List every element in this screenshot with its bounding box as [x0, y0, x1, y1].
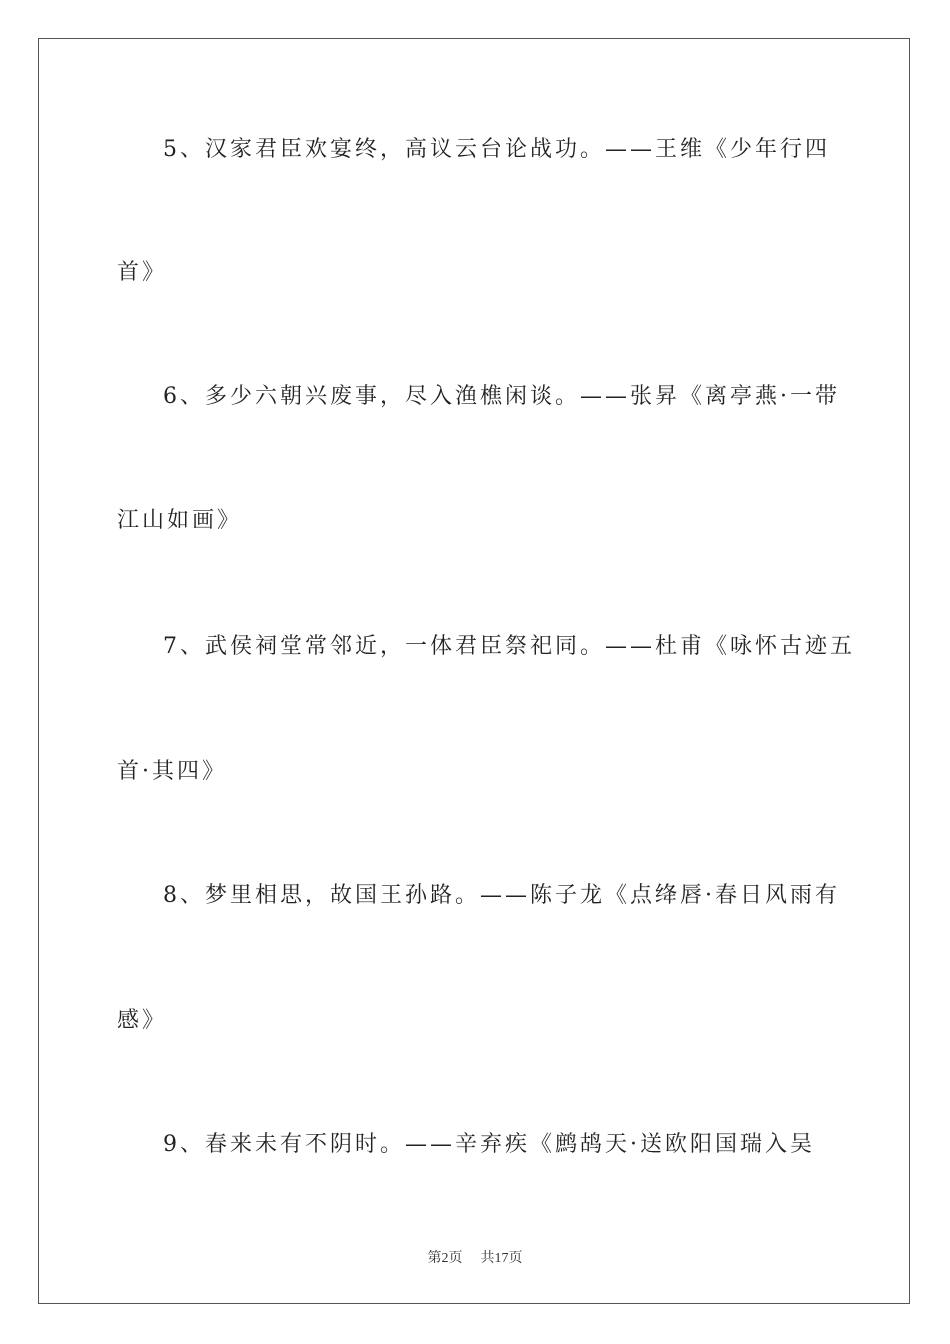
quote-8-line-2: 感》	[117, 1008, 168, 1033]
quote-8-line-1: 8、梦里相思，故国王孙路。——陈子龙《点绛唇·春日风雨有	[163, 883, 840, 908]
quote-5-line-1: 5、汉家君臣欢宴终，高议云台论战功。——王维《少年行四	[163, 137, 830, 162]
page-total: 共17页	[480, 1251, 523, 1266]
quote-7-line-1: 7、武侯祠堂常邻近，一体君臣祭祀同。——杜甫《咏怀古迹五	[163, 634, 855, 659]
quote-7-line-2: 首·其四》	[117, 759, 227, 784]
page-number: 第2页	[427, 1251, 463, 1266]
quote-9-line-1: 9、春来未有不阴时。——辛弃疾《鹧鸪天·送欧阳国瑞入吴	[163, 1132, 815, 1157]
page-border	[38, 38, 910, 1304]
quote-6-line-1: 6、多少六朝兴废事，尽入渔樵闲谈。——张昇《离亭燕·一带	[163, 384, 840, 409]
page-footer	[0, 1247, 950, 1267]
quote-6-line-2: 江山如画》	[117, 508, 243, 533]
quote-5-line-2: 首》	[117, 260, 168, 285]
